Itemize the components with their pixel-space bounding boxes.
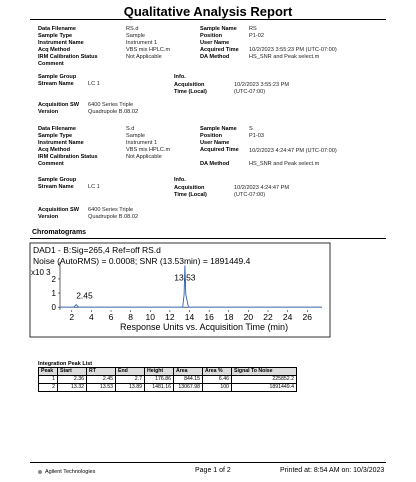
company-name: Agilent Technologies [45, 469, 96, 475]
table-cell: 100 [203, 384, 232, 392]
da-method: HS_SNR and Peak select.m [249, 161, 320, 167]
da-method-label: DA Method [200, 161, 230, 167]
acq-method-label: Acq Method [38, 147, 71, 153]
acquisition-time: 10/2/2023 3:55:23 PM (UTC-07:00) [234, 82, 290, 95]
acquired-time: 10/2/2023 3:55:23 PM (UTC-07:00) [249, 47, 337, 53]
peak-table [38, 367, 297, 392]
da-method-label: DA Method [200, 54, 230, 60]
acquired-time-label: Acquired Time [200, 47, 239, 53]
acquisition-time: 10/2/2023 4:24:47 PM (UTC-07:00) [234, 185, 290, 198]
instrument-name: Instrument 1 [126, 40, 158, 46]
table-cell: 2.36 [58, 376, 87, 384]
table-cell: 1481.16 [145, 384, 174, 392]
acquired-time-label: Acquired Time [200, 147, 239, 153]
table-cell: 2.45 [87, 376, 116, 384]
sample-group-label: Sample Group [38, 74, 77, 80]
footer-page: Page 1 of 2 [195, 467, 231, 474]
x-axis-label: Response Units vs. Acquisition Time (min) [120, 322, 289, 332]
x-tick-label: 14 [184, 312, 195, 322]
sample-type: Sample [126, 133, 145, 139]
data-filename: RS.d [126, 26, 139, 32]
column-header: Start [58, 368, 87, 376]
peak-label-1: 2.45 [76, 290, 93, 301]
table-cell: 13.53 [87, 384, 116, 392]
x-tick-label: 20 [243, 312, 254, 322]
table-cell: 1 [39, 376, 58, 384]
column-header: Area % [203, 368, 232, 376]
table-row [39, 376, 297, 384]
acq-sw-label: Acquisition SW Version [38, 207, 80, 220]
column-header: Area [174, 368, 203, 376]
table-cell: 176.86 [145, 376, 174, 384]
agilent-logo-icon [38, 470, 42, 474]
x-tick-label: 24 [282, 312, 293, 322]
table-cell: 13.32 [58, 384, 87, 392]
acq-method: VBS mix HPLC.m [126, 47, 171, 53]
acq-method: VBS mix HPLC.m [126, 147, 171, 153]
sample-type-label: Sample Type [38, 33, 73, 39]
irm-status: Not Applicable [126, 154, 162, 160]
x-tick-label: 18 [224, 312, 234, 322]
y-tick-label: 1 [51, 289, 56, 299]
y-tick-label: 0 [51, 303, 56, 313]
x-tick-label: 8 [128, 312, 134, 322]
comment-label: Comment [38, 161, 64, 167]
footer-company [38, 469, 95, 475]
column-header: Signal To Noise [232, 368, 297, 376]
acq-sw: 6400 Series Triple Quadrupole B.08.02 [88, 207, 139, 220]
instrument-name: Instrument 1 [126, 140, 158, 146]
da-method: HS_SNR and Peak select.m [249, 54, 320, 60]
y-multiplier: x10 3 [31, 268, 51, 277]
position: P1-03 [249, 133, 264, 139]
position-label: Position [200, 133, 223, 139]
column-header: Height [145, 368, 174, 376]
x-tick-label: 16 [204, 312, 214, 322]
chromatograms-heading: Chromatograms [32, 229, 87, 236]
data-filename-label: Data Filename [38, 26, 76, 32]
sample-name-label: Sample Name [200, 26, 237, 32]
info-label: Info. [174, 177, 186, 183]
footer-printed: Printed at: 8:54 AM on: 10/3/2023 [280, 467, 385, 474]
user-name-label: User Name [200, 140, 230, 146]
table-cell: 225852.2 [232, 376, 297, 384]
sample-name: S [249, 126, 253, 132]
sample-group-label: Sample Group [38, 177, 77, 183]
instrument-name-label: Instrument Name [38, 40, 84, 46]
acq-sw-label: Acquisition SW Version [38, 102, 80, 115]
position: P1-02 [249, 33, 264, 39]
irm-status: Not Applicable [126, 54, 162, 60]
irm-label: IRM Calibration Status [38, 54, 98, 60]
x-tick-label: 10 [145, 312, 156, 322]
column-header: Peak [39, 368, 58, 376]
stream-name: LC 1 [88, 81, 100, 87]
acquired-time: 10/2/2023 4:24:47 PM (UTC-07:00) [249, 148, 337, 154]
table-cell: 844.15 [174, 376, 203, 384]
chart-title-line2: Noise (AutoRMS) = 0.0008; SNR (13.53min) = 1891449.4 [33, 256, 251, 266]
position-label: Position [200, 33, 223, 39]
user-name-label: User Name [200, 40, 230, 46]
sample-type: Sample [126, 33, 145, 39]
acquisition-time-label: Acquisition Time (Local) [174, 185, 207, 198]
sample-name: RS [249, 26, 257, 32]
peak-list-title: Integration Peak List [38, 361, 93, 367]
x-tick-label: 12 [165, 312, 175, 322]
data-filename-label: Data Filename [38, 126, 76, 132]
table-cell: 6.46 [203, 376, 232, 384]
irm-label: IRM Calibration Status [38, 154, 98, 160]
acquisition-time-label: Acquisition Time (Local) [174, 82, 207, 95]
peak-table-body [39, 376, 297, 392]
x-tick-label: 6 [108, 312, 114, 322]
x-tick-label: 22 [263, 312, 273, 322]
footer-divider [30, 462, 386, 463]
stream-name: LC 1 [88, 184, 100, 190]
table-cell: 1891449.4 [232, 384, 297, 392]
report-title: Qualitative Analysis Report [123, 4, 293, 19]
stream-name-label: Stream Name [38, 184, 74, 190]
table-cell: 13067.98 [174, 384, 203, 392]
table-cell: 2 [39, 384, 58, 392]
x-tick-label: 26 [302, 312, 313, 322]
acq-sw: 6400 Series Triple Quadrupole B.08.02 [88, 102, 139, 115]
data-filename: S.d [126, 126, 135, 132]
table-cell: 13.89 [116, 384, 145, 392]
acq-method-label: Acq Method [38, 47, 71, 53]
x-tick-label: 4 [89, 312, 94, 322]
column-header: RT [87, 368, 116, 376]
x-tick-label: 2 [69, 312, 75, 322]
comment-label: Comment [38, 61, 64, 67]
table-cell: 2.7 [116, 376, 145, 384]
sample-type-label: Sample Type [38, 133, 73, 139]
sample-name-label: Sample Name [200, 126, 237, 132]
peak-label-2: 13.53 [174, 272, 196, 283]
instrument-name-label: Instrument Name [38, 140, 84, 146]
y-tick-label: 2 [51, 274, 56, 284]
table-row [39, 384, 297, 392]
column-header: End [116, 368, 145, 376]
peak-table-header [39, 368, 297, 376]
info-label: Info. [174, 74, 186, 80]
stream-name-label: Stream Name [38, 81, 74, 87]
chart-title-line1: DAD1 - B:Sig=265,4 Ref=off RS.d [33, 245, 161, 255]
